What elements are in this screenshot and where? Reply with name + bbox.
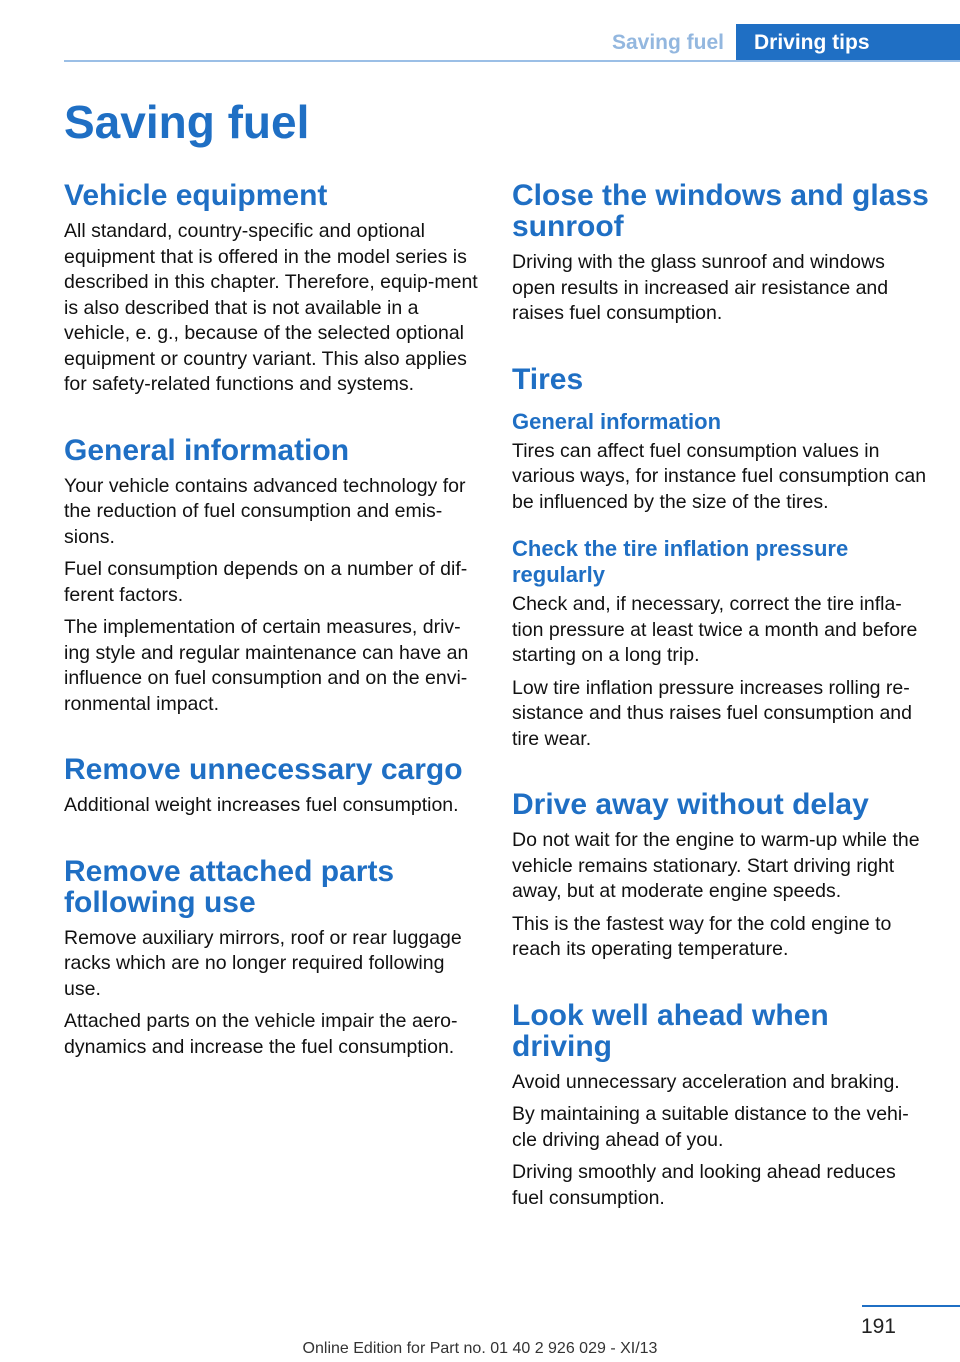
paragraph: Fuel consumption depends on a number of dif-ferent factors. <box>64 558 468 606</box>
chapter-tab[interactable]: Driving tips <box>736 24 960 62</box>
subsection-heading: Check the tire inflation pressure regularly <box>512 536 849 587</box>
paragraph: Driving smoothly and looking ahead reduces fuel consumption. <box>512 1161 896 1209</box>
section-remove-cargo <box>64 754 480 819</box>
section-tab[interactable]: Saving fuel <box>611 31 725 54</box>
left-column <box>64 180 480 1067</box>
section-close-windows <box>512 180 930 327</box>
section-heading: Remove attached parts following use <box>64 854 395 919</box>
paragraph: Do not wait for the engine to warm-up while the vehicle remains stationary. Start driving right away, but at moderate engine speeds. <box>512 829 920 902</box>
subsection-heading: General information <box>512 408 722 434</box>
section-remove-attached-parts <box>64 856 480 1061</box>
section-heading: Drive away without delay <box>512 788 869 821</box>
section-heading: Tires <box>512 362 584 396</box>
edition-note: Online Edition for Part no. 01 40 2 926 029 - XI/13 <box>302 1340 658 1357</box>
paragraph: Driving with the glass sunroof and windows open results in increased air resistance and raises fuel consumption. <box>512 251 889 324</box>
paragraph: By maintaining a suitable distance to the vehi-cle driving ahead of you. <box>512 1103 909 1151</box>
section-heading: Vehicle equipment <box>64 179 328 212</box>
section-drive-away <box>512 789 930 963</box>
page-number: 191 <box>860 1315 896 1338</box>
paragraph: Low tire inflation pressure increases rolling re-sistance and thus raises fuel consumption and tire wear. <box>512 676 912 750</box>
paragraph: Tires can affect fuel consumption values in various ways, for instance fuel consumption can be influenced by the size of the tires. <box>512 439 927 513</box>
section-tires <box>512 364 930 753</box>
paragraph: Attached parts on the vehicle impair the aero-dynamics and increase the fuel consumption. <box>64 1010 458 1058</box>
paragraph: The implementation of certain measures, driv-ing style and regular maintenance can have an influence on fuel consumption and on the envi-ronmental impact. <box>64 616 469 715</box>
section-heading: Close the windows and glass sunroof <box>512 179 929 243</box>
section-heading: General information <box>64 433 350 467</box>
header-divider <box>64 60 960 62</box>
paragraph: Your vehicle contains advanced technology for the reduction of fuel consumption and emis-sions. <box>64 474 466 548</box>
paragraph: This is the fastest way for the cold engine to reach its operating temperature. <box>512 912 892 960</box>
paragraph: Remove auxiliary mirrors, roof or rear luggage racks which are no longer required following use. <box>64 926 462 1000</box>
paragraph: All standard, country-specific and optional equipment that is offered in the model series is described in this chapter. Therefore, equip-ment is also described that is not available in a vehicle, e. g., because of the selected optional equipment or country variant. This also applies for safety-related functions and systems. <box>64 220 478 395</box>
section-look-ahead <box>512 1000 930 1212</box>
page-title: Saving fuel <box>64 96 310 148</box>
footer-divider <box>862 1305 960 1307</box>
paragraph: Additional weight increases fuel consumption. <box>64 794 459 816</box>
section-heading: Look well ahead when driving <box>512 998 829 1063</box>
section-general-information <box>64 435 480 718</box>
paragraph: Avoid unnecessary acceleration and braking. <box>512 1070 900 1093</box>
section-vehicle-equipment <box>64 180 480 398</box>
right-column <box>512 180 930 1218</box>
paragraph: Check and, if necessary, correct the tire infla-tion pressure at least twice a month and before starting on a long trip. <box>512 593 918 666</box>
section-heading: Remove unnecessary cargo <box>64 753 463 786</box>
